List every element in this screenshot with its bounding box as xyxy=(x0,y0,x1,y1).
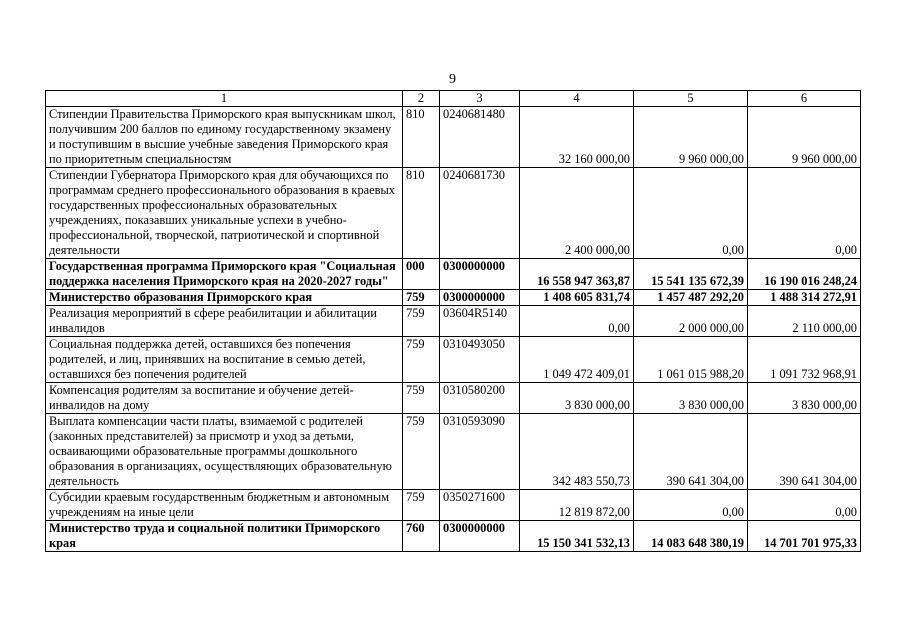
table-row xyxy=(46,259,861,290)
row-amount-col4: 12 819 872,00 xyxy=(520,490,634,521)
row-amount-col5: 14 083 648 380,19 xyxy=(634,521,748,552)
row-name-cell: Субсидии краевым государственным бюджетным и автономным учреждениям на иные цели xyxy=(46,490,403,521)
row-amount-col6: 1 091 732 968,91 xyxy=(748,337,861,383)
row-name-cell: Министерство образования Приморского края xyxy=(46,290,403,306)
header-cell-4: 4 xyxy=(520,91,634,107)
row-name-cell: Выплата компенсации части платы, взимаемой с родителей (законных представителей) за присмотр и уход за детьми, осваивающими образовательные программы дошкольного образования в организациях, осуществляющих образовательную деятельность xyxy=(46,414,403,490)
budget-table xyxy=(45,90,861,552)
row-code-cell: 759 xyxy=(403,414,440,490)
row-amount-col5: 0,00 xyxy=(634,490,748,521)
row-csr-cell: 0310580200 xyxy=(440,383,520,414)
table-row xyxy=(46,383,861,414)
row-code-cell: 759 xyxy=(403,337,440,383)
row-amount-col4: 0,00 xyxy=(520,306,634,337)
row-code-cell: 759 xyxy=(403,383,440,414)
row-amount-col5: 9 960 000,00 xyxy=(634,107,748,168)
row-amount-col6: 1 488 314 272,91 xyxy=(748,290,861,306)
header-cell-2: 2 xyxy=(403,91,440,107)
header-cell-5: 5 xyxy=(634,91,748,107)
row-name-cell: Государственная программа Приморского края "Социальная поддержка населения Приморского края на 2020-2027 годы" xyxy=(46,259,403,290)
row-code-cell: 759 xyxy=(403,290,440,306)
row-amount-col4: 1 408 605 831,74 xyxy=(520,290,634,306)
row-amount-col4: 1 049 472 409,01 xyxy=(520,337,634,383)
row-code-cell: 000 xyxy=(403,259,440,290)
row-name-cell: Стипендии Губернатора Приморского края для обучающихся по программам среднего профессионального образования в краевых государственных профессиональных образовательных учреждениях, показавших уникальные успехи в учебно-профессиональной, творческой, патриотической и спортивной деятельности xyxy=(46,168,403,259)
row-amount-col4: 2 400 000,00 xyxy=(520,168,634,259)
row-csr-cell: 03604R5140 xyxy=(440,306,520,337)
row-code-cell: 760 xyxy=(403,521,440,552)
row-amount-col6: 3 830 000,00 xyxy=(748,383,861,414)
header-cell-3: 3 xyxy=(440,91,520,107)
row-csr-cell: 0300000000 xyxy=(440,290,520,306)
row-amount-col6: 16 190 016 248,24 xyxy=(748,259,861,290)
row-amount-col6: 0,00 xyxy=(748,168,861,259)
row-amount-col6: 9 960 000,00 xyxy=(748,107,861,168)
row-amount-col5: 1 061 015 988,20 xyxy=(634,337,748,383)
table-row xyxy=(46,107,861,168)
header-cell-1: 1 xyxy=(46,91,403,107)
row-amount-col4: 3 830 000,00 xyxy=(520,383,634,414)
row-amount-col4: 342 483 550,73 xyxy=(520,414,634,490)
row-name-cell: Стипендии Правительства Приморского края выпускникам школ, получившим 200 баллов по единому государственному экзамену и поступившим в высшие учебные заведения Приморского края по приоритетным специальностям xyxy=(46,107,403,168)
row-csr-cell: 0350271600 xyxy=(440,490,520,521)
row-amount-col5: 0,00 xyxy=(634,168,748,259)
row-name-cell: Реализация мероприятий в сфере реабилитации и абилитации инвалидов xyxy=(46,306,403,337)
row-csr-cell: 0240681730 xyxy=(440,168,520,259)
table-row xyxy=(46,337,861,383)
row-amount-col4: 32 160 000,00 xyxy=(520,107,634,168)
row-amount-col6: 2 110 000,00 xyxy=(748,306,861,337)
row-name-cell: Министерство труда и социальной политики Приморского края xyxy=(46,521,403,552)
row-amount-col5: 390 641 304,00 xyxy=(634,414,748,490)
row-amount-col5: 3 830 000,00 xyxy=(634,383,748,414)
row-amount-col5: 15 541 135 672,39 xyxy=(634,259,748,290)
row-amount-col6: 390 641 304,00 xyxy=(748,414,861,490)
row-amount-col5: 1 457 487 292,20 xyxy=(634,290,748,306)
table-row xyxy=(46,414,861,490)
row-code-cell: 810 xyxy=(403,168,440,259)
row-amount-col5: 2 000 000,00 xyxy=(634,306,748,337)
row-code-cell: 759 xyxy=(403,490,440,521)
row-csr-cell: 0300000000 xyxy=(440,521,520,552)
row-csr-cell: 0310593090 xyxy=(440,414,520,490)
header-row xyxy=(46,91,861,107)
table-row xyxy=(46,521,861,552)
row-csr-cell: 0240681480 xyxy=(440,107,520,168)
row-name-cell: Компенсация родителям за воспитание и обучение детей-инвалидов на дому xyxy=(46,383,403,414)
row-amount-col6: 14 701 701 975,33 xyxy=(748,521,861,552)
header-cell-6: 6 xyxy=(748,91,861,107)
row-amount-col4: 16 558 947 363,87 xyxy=(520,259,634,290)
row-code-cell: 810 xyxy=(403,107,440,168)
row-amount-col4: 15 150 341 532,13 xyxy=(520,521,634,552)
table-row xyxy=(46,290,861,306)
table-row xyxy=(46,306,861,337)
table-row xyxy=(46,490,861,521)
row-amount-col6: 0,00 xyxy=(748,490,861,521)
table-row xyxy=(46,168,861,259)
row-name-cell: Социальная поддержка детей, оставшихся без попечения родителей, и лиц, принявших на воспитание в семью детей, оставшихся без попечения родителей xyxy=(46,337,403,383)
row-csr-cell: 0300000000 xyxy=(440,259,520,290)
row-csr-cell: 0310493050 xyxy=(440,337,520,383)
row-code-cell: 759 xyxy=(403,306,440,337)
page-number: 9 xyxy=(449,72,456,87)
